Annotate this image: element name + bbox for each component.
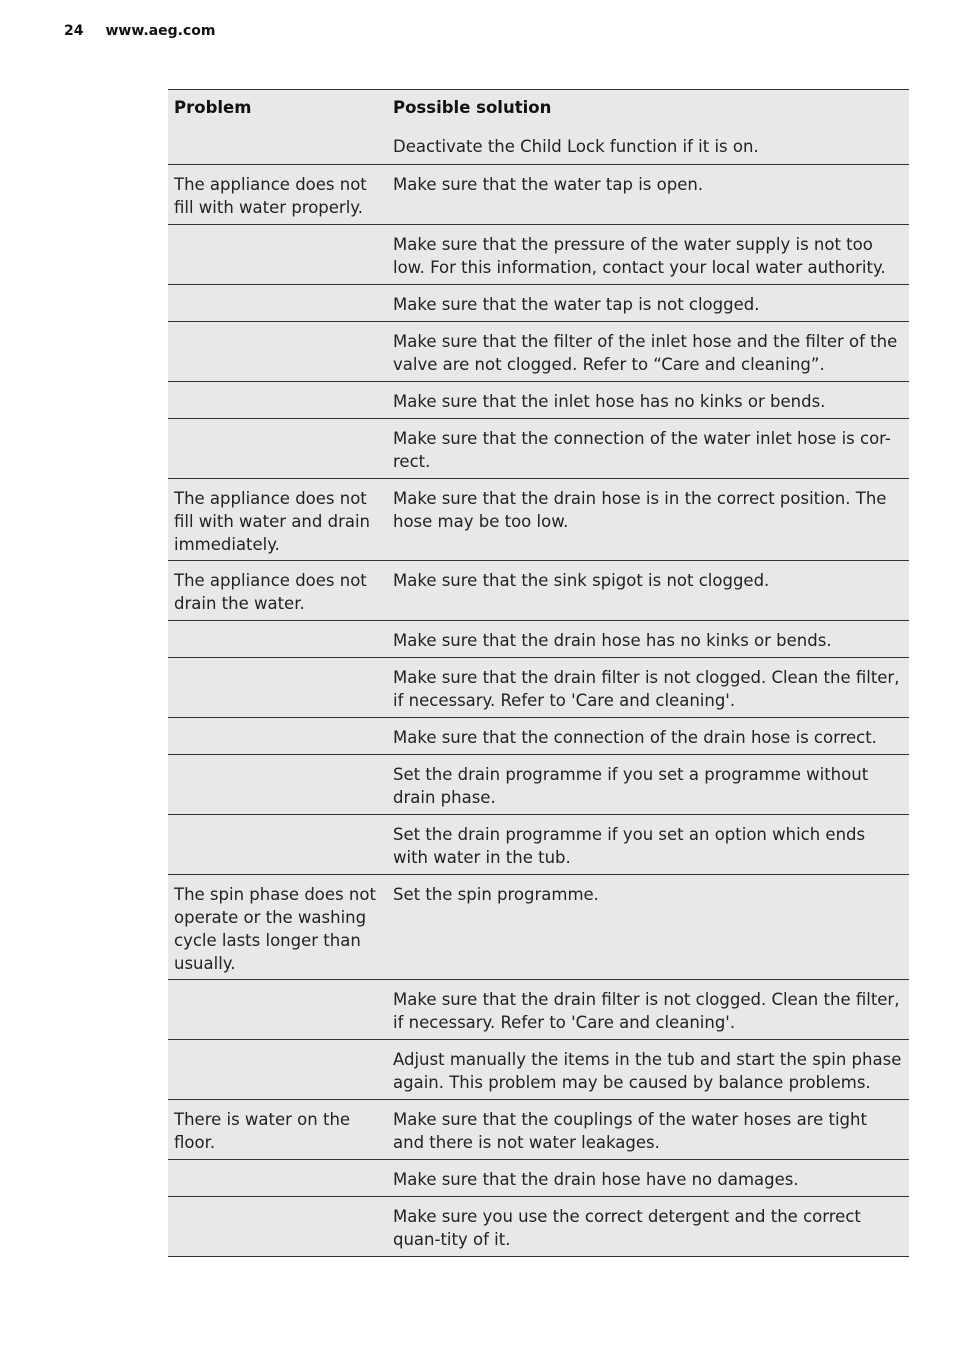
solution-cell: Deactivate the Child Lock function if it is on. bbox=[393, 137, 759, 156]
problem-cell bbox=[168, 285, 387, 321]
table-row bbox=[168, 754, 909, 814]
table-row bbox=[168, 418, 909, 478]
problem-cell bbox=[168, 1160, 387, 1196]
solution-cell: Make sure that the drain filter is not clogged. Clean the filter, if necessary. Refer to 'Care and cleaning'. bbox=[393, 668, 900, 710]
problem-cell bbox=[168, 322, 387, 381]
problem-cell bbox=[168, 1197, 387, 1256]
table-row bbox=[168, 284, 909, 321]
problem-cell bbox=[168, 658, 387, 717]
solution-cell: Make sure that the pressure of the water supply is not too low. For this information, contact your local water authority. bbox=[393, 235, 886, 277]
table-row bbox=[168, 224, 909, 284]
table-row bbox=[168, 381, 909, 418]
table-row bbox=[168, 620, 909, 657]
table-header-row bbox=[168, 90, 909, 127]
table-row bbox=[168, 321, 909, 381]
problem-cell: The appliance does not fill with water and drain immediately. bbox=[174, 489, 371, 554]
problem-cell bbox=[168, 621, 387, 657]
table-row bbox=[168, 127, 909, 164]
problem-cell: The appliance does not fill with water properly. bbox=[174, 175, 367, 217]
troubleshooting-table bbox=[168, 89, 909, 1257]
table-row bbox=[168, 657, 909, 717]
solution-cell: Make sure that the inlet hose has no kinks or bends. bbox=[393, 392, 826, 411]
problem-cell bbox=[168, 127, 387, 164]
table-row bbox=[168, 717, 909, 754]
table-row bbox=[168, 1196, 909, 1256]
solution-cell: Make sure that the connection of the water inlet hose is cor-rect. bbox=[393, 429, 891, 471]
problem-cell bbox=[168, 225, 387, 284]
problem-cell bbox=[168, 1040, 387, 1099]
solution-cell: Make sure that the drain hose have no damages. bbox=[393, 1170, 799, 1189]
solution-cell: Make sure that the drain hose is in the correct position. The hose may be too low. bbox=[393, 489, 887, 531]
problem-cell: There is water on the floor. bbox=[174, 1110, 351, 1152]
table-row bbox=[168, 1039, 909, 1099]
page-number: 24 bbox=[64, 23, 84, 39]
solution-cell: Make sure that the sink spigot is not clogged. bbox=[393, 571, 770, 590]
table-row bbox=[168, 979, 909, 1039]
table-row bbox=[168, 874, 909, 979]
solution-cell: Set the drain programme if you set an option which ends with water in the tub. bbox=[393, 825, 866, 867]
solution-cell: Set the drain programme if you set a programme without drain phase. bbox=[393, 765, 869, 807]
problem-cell bbox=[168, 980, 387, 1039]
table-row bbox=[168, 1099, 909, 1159]
problem-cell: The spin phase does not operate or the washing cycle lasts longer than usually. bbox=[174, 885, 376, 973]
problem-cell: The appliance does not drain the water. bbox=[174, 571, 367, 613]
column-header-problem: Problem bbox=[174, 98, 252, 117]
column-header-solution: Possible solution bbox=[393, 98, 552, 117]
solution-cell: Make sure that the drain filter is not clogged. Clean the filter, if necessary. Refer to 'Care and cleaning'. bbox=[393, 990, 900, 1032]
solution-cell: Make sure that the filter of the inlet hose and the filter of the valve are not clogged. Refer to “Care and cleaning”. bbox=[393, 332, 898, 374]
table-row bbox=[168, 164, 909, 224]
solution-cell: Set the spin programme. bbox=[393, 885, 599, 904]
table-row bbox=[168, 814, 909, 874]
problem-cell bbox=[168, 815, 387, 874]
solution-cell: Make sure that the connection of the drain hose is correct. bbox=[393, 728, 877, 747]
table-row bbox=[168, 478, 909, 560]
table-row bbox=[168, 1159, 909, 1196]
problem-cell bbox=[168, 419, 387, 478]
solution-cell: Make sure that the couplings of the water hoses are tight and there is not water leakages. bbox=[393, 1110, 867, 1152]
solution-cell: Make sure you use the correct detergent and the correct quan-tity of it. bbox=[393, 1207, 861, 1249]
solution-cell: Make sure that the drain hose has no kinks or bends. bbox=[393, 631, 832, 650]
problem-cell bbox=[168, 755, 387, 814]
solution-cell: Make sure that the water tap is open. bbox=[393, 175, 704, 194]
solution-cell: Adjust manually the items in the tub and start the spin phase again. This problem may be caused by balance problems. bbox=[393, 1050, 902, 1092]
solution-cell: Make sure that the water tap is not clogged. bbox=[393, 295, 760, 314]
problem-cell bbox=[168, 718, 387, 754]
problem-cell bbox=[168, 382, 387, 418]
website-url: www.aeg.com bbox=[105, 23, 216, 39]
page-header bbox=[64, 23, 216, 39]
table-row bbox=[168, 560, 909, 620]
